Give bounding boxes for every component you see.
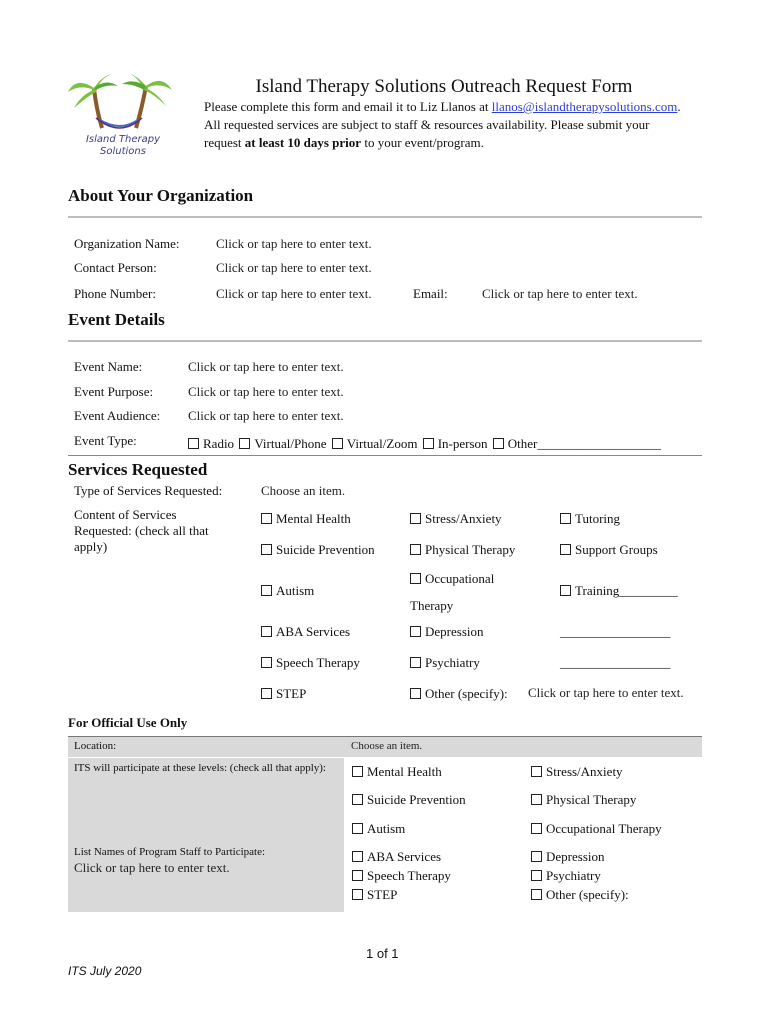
service-type-label: Type of Services Requested: [74, 483, 223, 498]
checkbox-icon[interactable] [352, 766, 363, 777]
event-purpose-label: Event Purpose: [74, 384, 154, 399]
staff-label: List Names of Program Staff to Participate: [74, 846, 266, 858]
official-suicide-prevention[interactable]: Suicide Prevention [352, 792, 466, 808]
service-depression[interactable]: Depression [410, 624, 484, 640]
official-aba[interactable]: ABA Services [352, 849, 441, 865]
service-aba[interactable]: ABA Services [261, 624, 350, 640]
staff-names-field[interactable]: Click or tap here to enter text. [74, 860, 230, 875]
service-autism[interactable]: Autism [261, 583, 314, 599]
checkbox-icon[interactable] [531, 823, 542, 834]
checkbox-icon[interactable] [493, 438, 504, 449]
service-stress-anxiety[interactable]: Stress/Anxiety [410, 511, 502, 527]
official-stress-anxiety[interactable]: Stress/Anxiety [531, 764, 623, 780]
event-audience-label: Event Audience: [74, 408, 161, 423]
version-label: ITS July 2020 [68, 964, 142, 978]
checkbox-icon[interactable] [410, 573, 421, 584]
event-type-options [188, 436, 661, 452]
service-occupational-therapy-line2: Therapy [410, 598, 454, 613]
checkbox-icon[interactable] [352, 823, 363, 834]
location-label: Location: [74, 740, 117, 752]
checkbox-icon[interactable] [531, 870, 542, 881]
levels-label: ITS will participate at these levels: (check all that apply): [74, 762, 326, 774]
checkbox-icon[interactable] [410, 688, 421, 699]
checkbox-icon[interactable] [560, 513, 571, 524]
service-suicide-prevention[interactable]: Suicide Prevention [261, 542, 375, 558]
checkbox-icon[interactable] [188, 438, 199, 449]
event-purpose-field[interactable]: Click or tap here to enter text. [188, 384, 344, 399]
service-content-label: Content of Services Requested: (check all that apply) [74, 507, 209, 554]
official-occupational-therapy[interactable]: Occupational Therapy [531, 821, 662, 837]
official-speech-therapy[interactable]: Speech Therapy [352, 868, 451, 884]
checkbox-icon[interactable] [531, 766, 542, 777]
checkbox-icon[interactable] [352, 889, 363, 900]
service-type-select[interactable]: Choose an item. [261, 483, 346, 498]
contact-email-link[interactable]: llanos@islandtherapysolutions.com [491, 99, 678, 114]
phone-field[interactable]: Click or tap here to enter text. [216, 286, 372, 301]
phone-label: Phone Number: [74, 286, 156, 301]
checkbox-icon[interactable] [352, 851, 363, 862]
service-psychiatry[interactable]: Psychiatry [410, 655, 480, 671]
event-name-label: Event Name: [74, 359, 143, 374]
checkbox-icon[interactable] [531, 889, 542, 900]
official-mental-health[interactable]: Mental Health [352, 764, 442, 780]
service-physical-therapy[interactable]: Physical Therapy [410, 542, 515, 558]
checkbox-icon[interactable] [261, 626, 272, 637]
divider [68, 455, 702, 456]
event-type-label: Event Type: [74, 433, 137, 448]
event-type-virtual-zoom[interactable]: Virtual/Zoom [332, 436, 418, 451]
checkbox-icon[interactable] [410, 513, 421, 524]
page-title: Island Therapy Solutions Outreach Request Form [255, 76, 633, 97]
event-type-virtual-phone[interactable]: Virtual/Phone [239, 436, 326, 451]
service-other[interactable]: Other (specify): [410, 686, 508, 702]
checkbox-icon[interactable] [261, 585, 272, 596]
contact-person-field[interactable]: Click or tap here to enter text. [216, 260, 372, 275]
blank-line[interactable]: _________________ [560, 655, 671, 670]
logo-text-line2: Solutions [100, 146, 146, 157]
event-type-in-person[interactable]: In-person [423, 436, 488, 451]
email-label: Email: [413, 286, 448, 301]
services-section-heading: Services Requested [68, 460, 208, 479]
checkbox-icon[interactable] [410, 544, 421, 555]
checkbox-icon[interactable] [560, 585, 571, 596]
location-select[interactable]: Choose an item. [351, 740, 423, 752]
divider [68, 340, 702, 342]
official-levels-panel [68, 758, 344, 912]
service-occupational-therapy[interactable]: Occupational [410, 571, 494, 587]
org-name-field[interactable]: Click or tap here to enter text. [216, 236, 372, 251]
checkbox-icon[interactable] [352, 870, 363, 881]
official-depression[interactable]: Depression [531, 849, 605, 865]
official-physical-therapy[interactable]: Physical Therapy [531, 792, 636, 808]
service-tutoring[interactable]: Tutoring [560, 511, 620, 527]
checkbox-icon[interactable] [352, 794, 363, 805]
official-other[interactable]: Other (specify): [531, 887, 629, 903]
service-training[interactable]: Training_________ [560, 583, 678, 599]
event-type-other[interactable]: Other___________________ [493, 436, 661, 451]
event-name-field[interactable]: Click or tap here to enter text. [188, 359, 344, 374]
org-section-heading: About Your Organization [68, 186, 254, 205]
page-number: 1 of 1 [366, 946, 399, 961]
service-support-groups[interactable]: Support Groups [560, 542, 658, 558]
service-speech-therapy[interactable]: Speech Therapy [261, 655, 360, 671]
service-other-specify-field[interactable]: Click or tap here to enter text. [528, 685, 684, 700]
logo-text-line1: Island Therapy [85, 134, 161, 145]
checkbox-icon[interactable] [261, 544, 272, 555]
checkbox-icon[interactable] [531, 851, 542, 862]
checkbox-icon[interactable] [560, 544, 571, 555]
official-autism[interactable]: Autism [352, 821, 405, 837]
event-type-radio[interactable]: Radio [188, 436, 234, 451]
checkbox-icon[interactable] [531, 794, 542, 805]
company-logo [66, 68, 174, 168]
official-heading: For Official Use Only [68, 715, 188, 730]
contact-person-label: Contact Person: [74, 260, 157, 275]
blank-line[interactable]: _________________ [560, 624, 671, 639]
divider [68, 216, 702, 218]
intro-text: Please complete this form and email it to Liz Llanos at llanos@islandtherapysolutions.com. All requested services are subject to staff & resources availability. Please submit your request at least 10 days prior to your event/program. [204, 99, 681, 150]
checkbox-icon[interactable] [410, 626, 421, 637]
service-step[interactable]: STEP [261, 686, 306, 702]
checkbox-icon[interactable] [261, 513, 272, 524]
checkbox-icon[interactable] [332, 438, 343, 449]
checkbox-icon[interactable] [261, 657, 272, 668]
org-name-label: Organization Name: [74, 236, 180, 251]
event-audience-field[interactable]: Click or tap here to enter text. [188, 408, 344, 423]
checkbox-icon[interactable] [261, 688, 272, 699]
service-mental-health[interactable]: Mental Health [261, 511, 351, 527]
event-section-heading: Event Details [68, 310, 165, 329]
official-step[interactable]: STEP [352, 887, 397, 903]
official-psychiatry[interactable]: Psychiatry [531, 868, 601, 884]
email-field[interactable]: Click or tap here to enter text. [482, 286, 638, 301]
checkbox-icon[interactable] [239, 438, 250, 449]
checkbox-icon[interactable] [423, 438, 434, 449]
checkbox-icon[interactable] [410, 657, 421, 668]
